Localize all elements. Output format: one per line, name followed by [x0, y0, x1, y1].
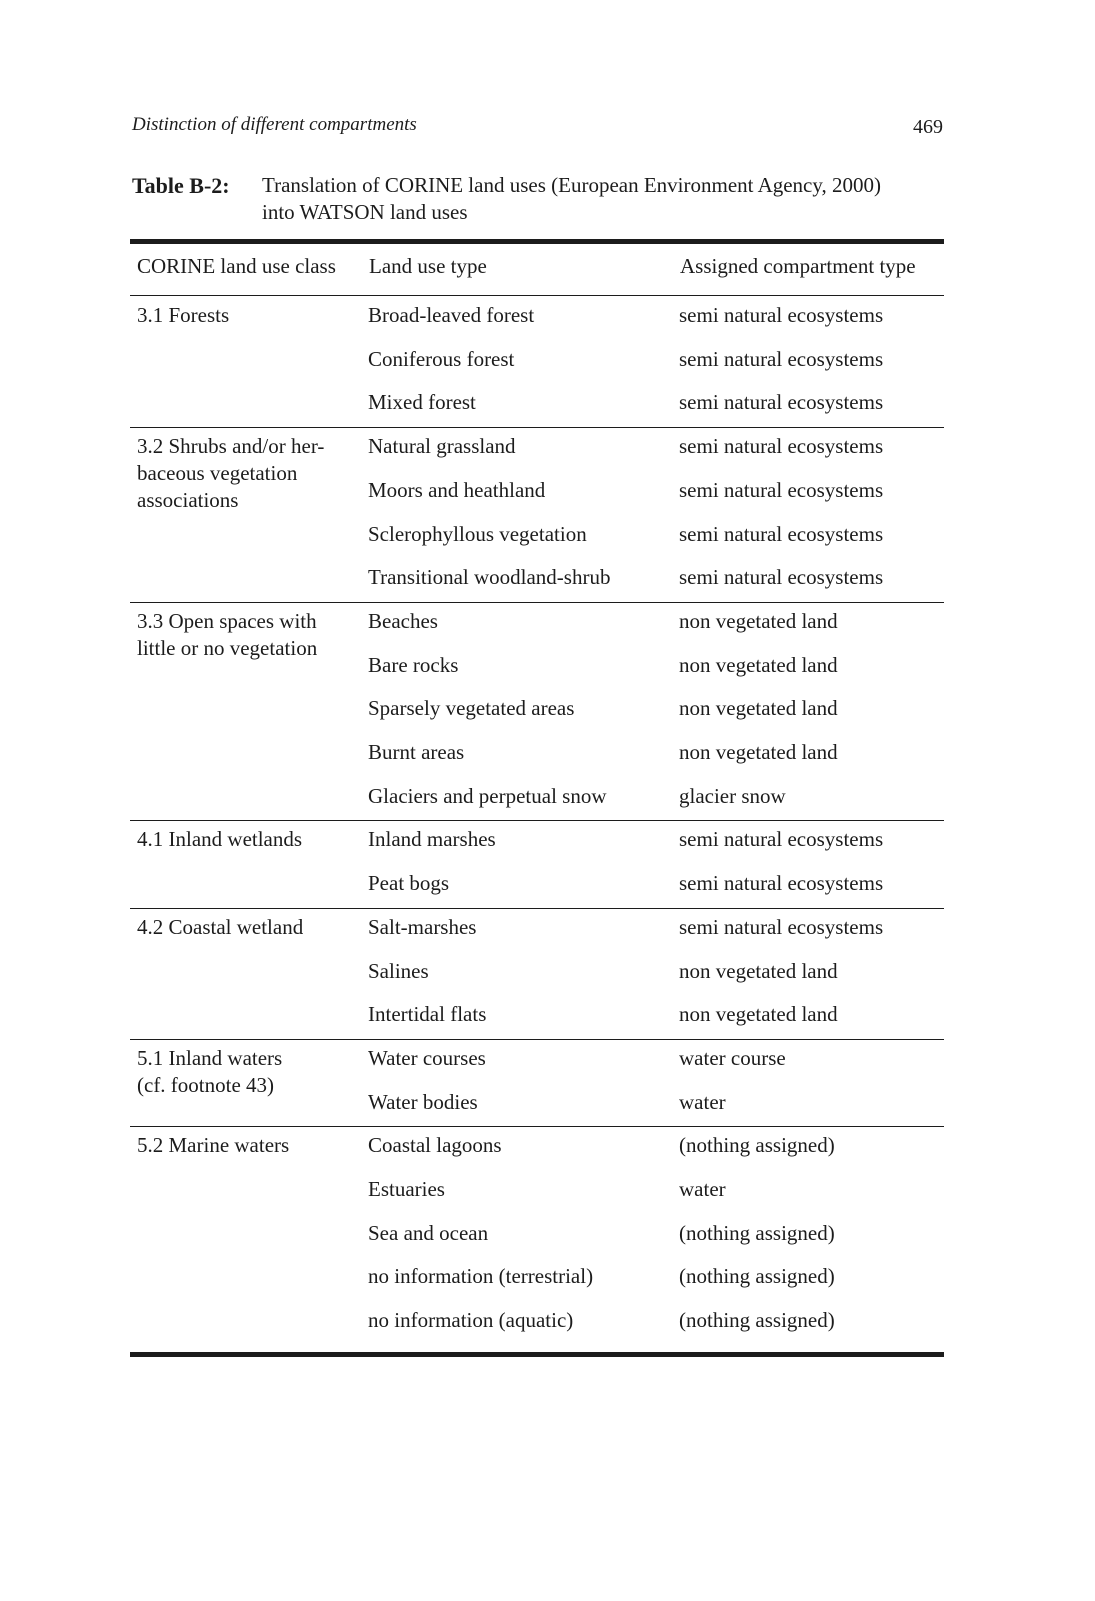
- corine-class-label: little or no vegetation: [137, 635, 318, 660]
- land-use-type-cell: Intertidal flats: [368, 1002, 487, 1027]
- compartment-type-cell: semi natural ecosystems: [679, 827, 884, 852]
- land-use-type-cell: no information (terrestrial): [368, 1264, 594, 1289]
- group-separator-rule: [130, 908, 944, 909]
- land-use-type-cell: Salines: [368, 958, 429, 983]
- compartment-type-cell: (nothing assigned): [679, 1264, 835, 1289]
- land-use-type-cell: Bare rocks: [368, 652, 459, 677]
- compartment-type-cell: non vegetated land: [679, 740, 838, 764]
- corine-class-label: associations: [137, 488, 239, 513]
- compartment-type-cell: semi natural ecosystems: [679, 303, 884, 327]
- compartment-type-cell: non vegetated land: [679, 696, 838, 721]
- land-use-type-cell: Peat bogs: [368, 871, 450, 896]
- column-header-corine-class: CORINE land use class: [137, 254, 336, 278]
- corine-class-label: 5.1 Inland waters: [137, 1045, 283, 1070]
- land-use-type-cell: Water bodies: [368, 1089, 478, 1114]
- land-use-type-cell: Sclerophyllous vegetation: [368, 521, 587, 546]
- compartment-type-cell: water course: [679, 1045, 786, 1070]
- land-use-type-cell: Inland marshes: [368, 827, 496, 852]
- table-bottom-rule: [130, 1352, 944, 1357]
- compartment-type-cell: semi natural ecosystems: [679, 390, 884, 415]
- corine-class-label: 3.1 Forests: [137, 303, 230, 327]
- land-use-type-cell: Sparsely vegetated areas: [368, 696, 575, 721]
- compartment-type-cell: semi natural ecosystems: [679, 434, 884, 459]
- compartment-type-cell: semi natural ecosystems: [679, 871, 884, 896]
- compartment-type-cell: semi natural ecosystems: [679, 565, 884, 590]
- corine-class-label: (cf. footnote 43): [137, 1072, 275, 1097]
- compartment-type-cell: water: [679, 1089, 726, 1114]
- compartment-type-cell: water: [679, 1177, 726, 1201]
- land-use-type-cell: Beaches: [368, 608, 438, 633]
- compartment-type-cell: semi natural ecosystems: [679, 477, 884, 502]
- compartment-type-cell: (nothing assigned): [679, 1220, 835, 1245]
- corine-class-label: 4.1 Inland wetlands: [137, 827, 303, 852]
- header-rule: [130, 295, 944, 296]
- land-use-type-cell: Glaciers and perpetual snow: [368, 783, 607, 808]
- group-separator-rule: [130, 1039, 944, 1040]
- land-use-type-cell: Water courses: [368, 1045, 486, 1070]
- compartment-type-cell: glacier snow: [679, 783, 786, 808]
- land-use-type-cell: Coniferous forest: [368, 346, 515, 371]
- running-title: Distinction of different compartments: [132, 114, 417, 135]
- compartment-type-cell: semi natural ecosystems: [679, 914, 884, 939]
- compartment-type-cell: (nothing assigned): [679, 1133, 835, 1158]
- column-header-compartment-type: Assigned compartment type: [680, 254, 916, 278]
- group-separator-rule: [130, 820, 944, 821]
- compartment-type-cell: non vegetated land: [679, 958, 838, 983]
- corine-class-label: baceous vegetation: [137, 461, 298, 486]
- land-use-type-cell: Salt-marshes: [368, 914, 477, 939]
- corine-class-label: 3.3 Open spaces with: [137, 608, 317, 633]
- land-use-type-cell: Sea and ocean: [368, 1220, 489, 1245]
- caption-line: Translation of CORINE land uses (European Environment Agency, 2000): [262, 173, 882, 197]
- land-use-type-cell: no information (aquatic): [368, 1308, 574, 1333]
- compartment-type-cell: semi natural ecosystems: [679, 521, 884, 546]
- land-use-type-cell: Estuaries: [368, 1177, 445, 1201]
- corine-class-label: 4.2 Coastal wetland: [137, 914, 304, 939]
- land-use-type-cell: Broad-leaved forest: [368, 303, 535, 327]
- corine-class-label: 5.2 Marine waters: [137, 1133, 290, 1158]
- group-separator-rule: [130, 1126, 944, 1127]
- land-use-type-cell: Moors and heathland: [368, 477, 546, 502]
- corine-class-label: 3.2 Shrubs and/or her-: [137, 434, 325, 459]
- compartment-type-cell: non vegetated land: [679, 1002, 838, 1027]
- table-top-rule: [130, 239, 944, 244]
- land-use-type-cell: Burnt areas: [368, 740, 465, 764]
- caption-line: into WATSON land uses: [262, 200, 468, 224]
- land-use-type-cell: Natural grassland: [368, 434, 516, 459]
- compartment-type-cell: non vegetated land: [679, 608, 838, 633]
- compartment-type-cell: (nothing assigned): [679, 1308, 835, 1333]
- land-use-type-cell: Mixed forest: [368, 390, 476, 415]
- compartment-type-cell: non vegetated land: [679, 652, 838, 677]
- caption-text: [262, 172, 962, 226]
- group-separator-rule: [130, 602, 944, 603]
- land-use-type-cell: Coastal lagoons: [368, 1133, 502, 1158]
- page-number: 469: [913, 116, 943, 138]
- land-use-type-cell: Transitional woodland-shrub: [368, 565, 611, 590]
- caption-label: Table B-2:: [132, 173, 230, 198]
- column-header-land-use-type: Land use type: [369, 254, 487, 278]
- group-separator-rule: [130, 427, 944, 428]
- compartment-type-cell: semi natural ecosystems: [679, 346, 884, 371]
